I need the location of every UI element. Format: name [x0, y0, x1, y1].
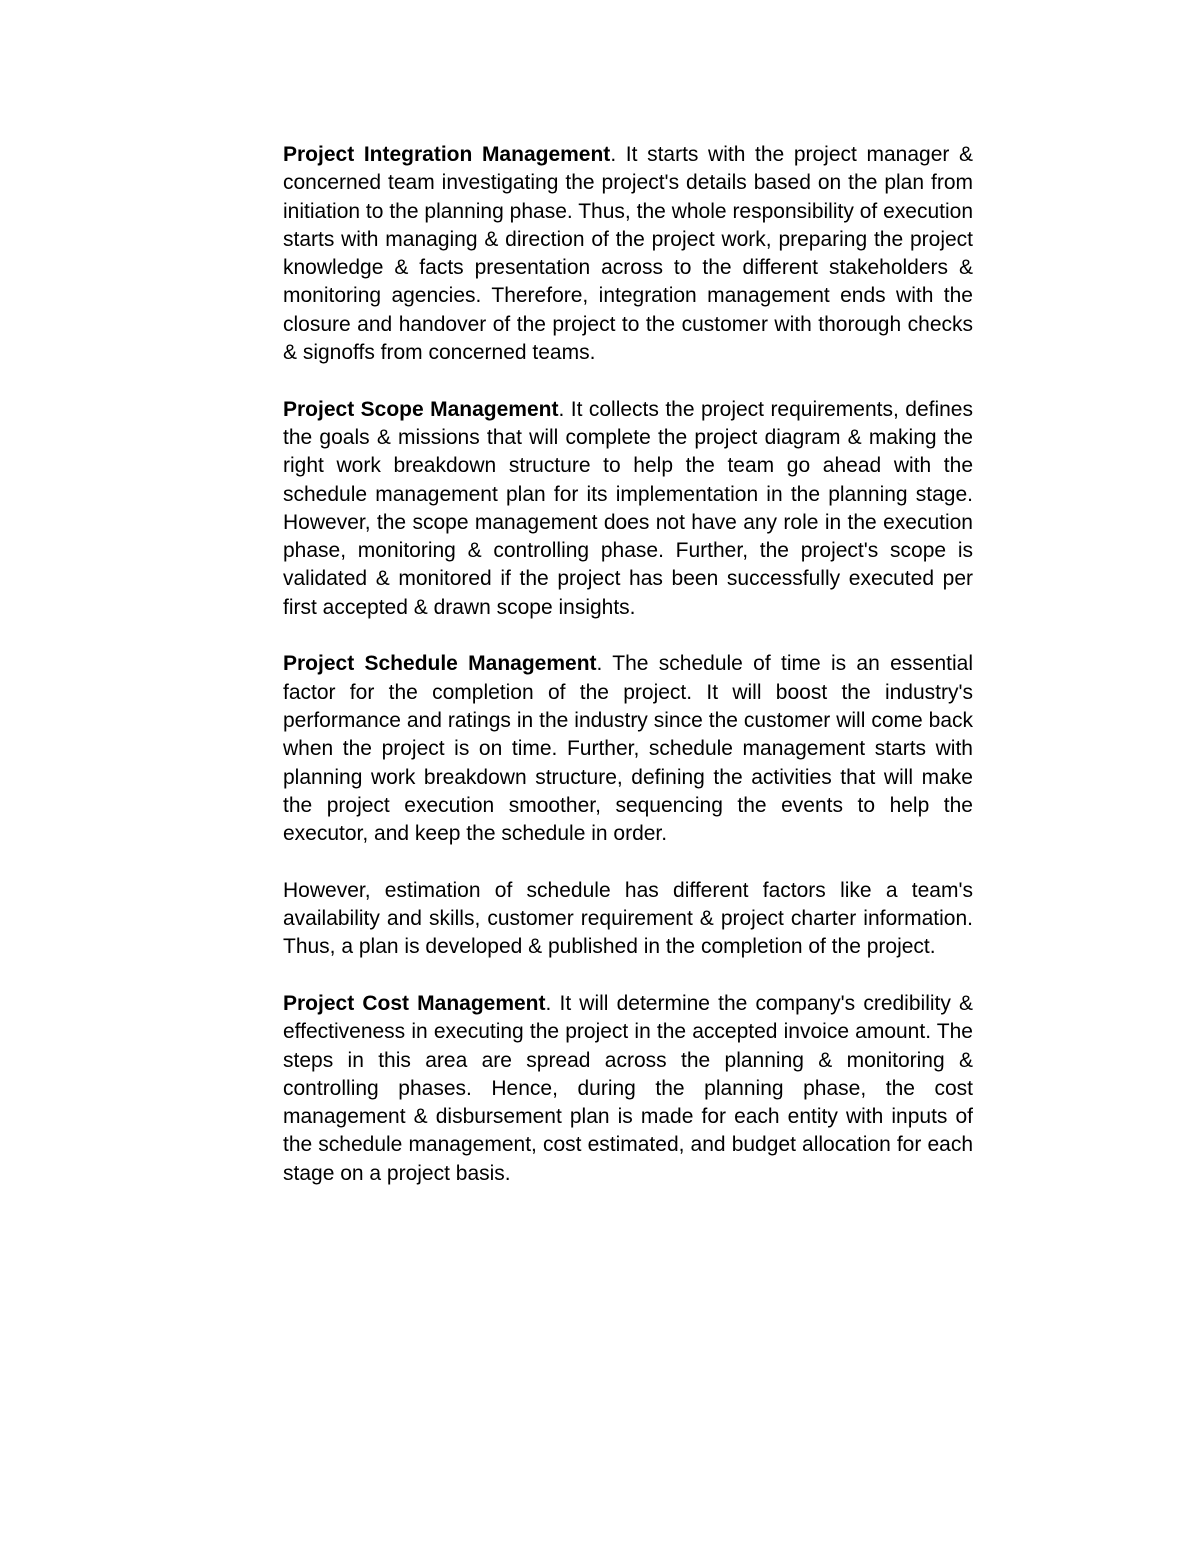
- paragraph-heading: Project Schedule Management: [283, 652, 597, 676]
- paragraph-text: . The schedule of time is an essential factor for the completion of the project. It will boost the industry's performance and ratings in the industry since the customer will come back when the project is on time. Further, schedule management starts with planning work breakdown structure, defining the activities that will make the project execution smoother, sequencing the events to help the executor, and keep the schedule in order.: [283, 652, 973, 846]
- paragraph-schedule-estimation: [283, 877, 973, 962]
- paragraph-text: . It starts with the project manager & concerned team investigating the project's details based on the plan from initiation to the planning phase. Thus, the whole responsibility of execution starts with managing & direction of the project work, preparing the project knowledge & facts presentation across to the different stakeholders & monitoring agencies. Therefore, integration management ends with the closure and handover of the project to the customer with thorough checks & signoffs from concerned teams.: [283, 143, 973, 365]
- paragraph-heading: Project Scope Management: [283, 397, 559, 421]
- paragraph-schedule-management: [283, 650, 973, 848]
- paragraph-heading: Project Cost Management: [283, 991, 546, 1015]
- document-body: [283, 141, 973, 1216]
- paragraph-text: However, estimation of schedule has different factors like a team's availability and skills, customer requirement & project charter information. Thus, a plan is developed & published in the completion of the project.: [283, 878, 973, 959]
- paragraph-scope-management: [283, 396, 973, 622]
- paragraph-heading: Project Integration Management: [283, 143, 611, 166]
- paragraph-text: . It will determine the company's credibility & effectiveness in executing the project in the accepted invoice amount. The steps in this area are spread across the planning & monitoring & controlling phases. Hence, during the planning phase, the cost management & disbursement plan is made for each entity with inputs of the schedule management, cost estimated, and budget allocation for each stage on a project basis.: [283, 991, 974, 1185]
- paragraph-cost-management: [283, 990, 973, 1188]
- paragraph-text: . It collects the project requirements, defines the goals & missions that will complete the project diagram & making the right work breakdown structure to help the team go ahead with the schedule management plan for its implementation in the planning stage. However, the scope management does not have any role in the execution phase, monitoring & controlling phase. Further, the project's scope is validated & monitored if the project has been successfully executed per first accepted & drawn scope insights.: [283, 397, 973, 619]
- paragraph-integration-management: [283, 141, 973, 367]
